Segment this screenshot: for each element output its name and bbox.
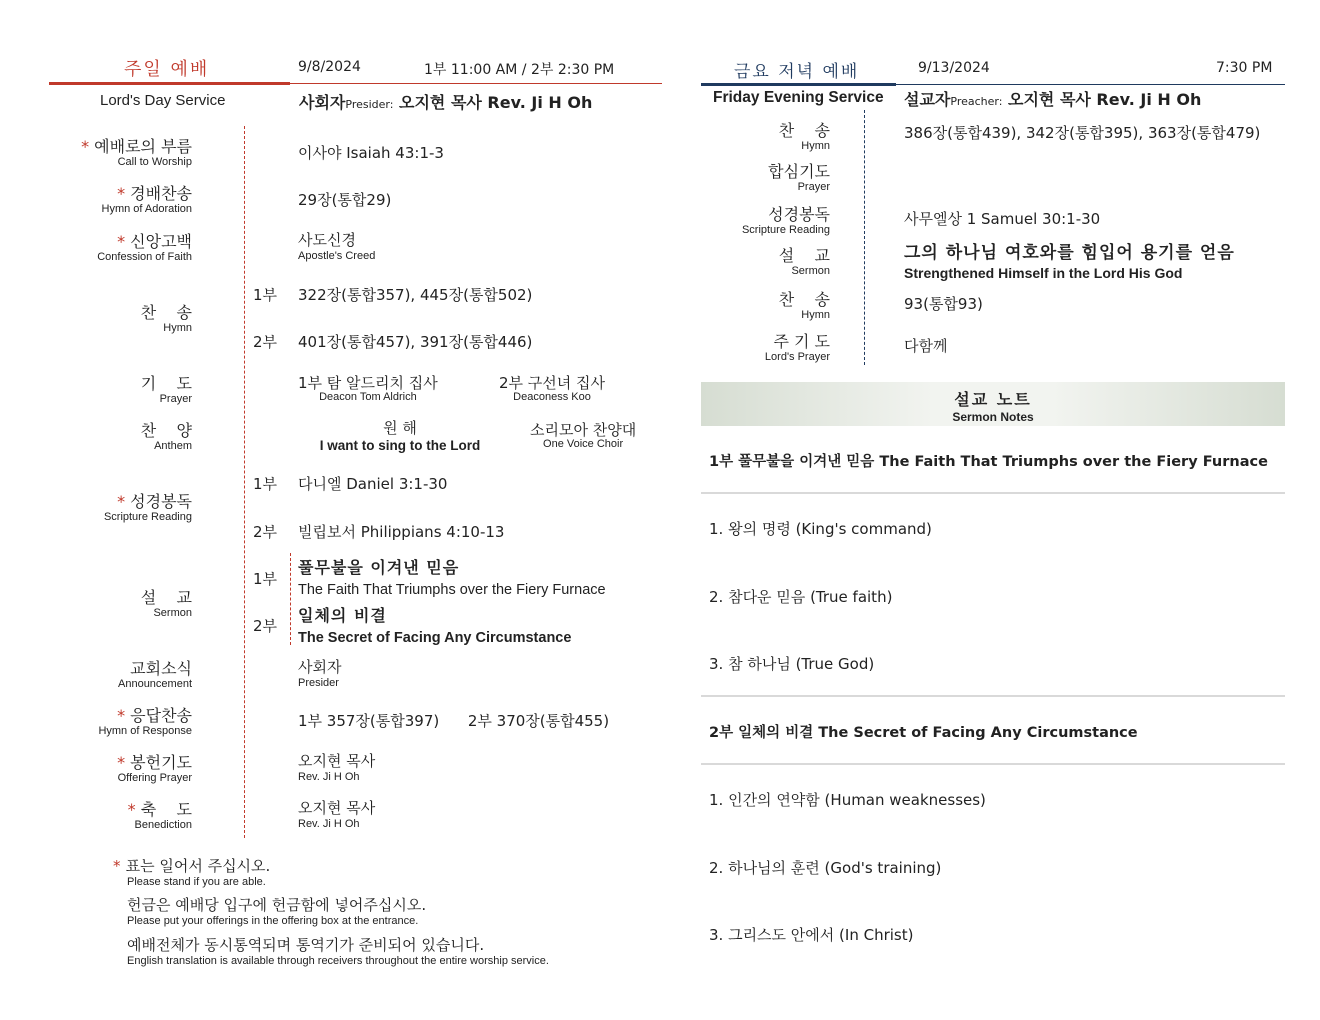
- label-confession-of-faith: [97, 229, 192, 263]
- note-en: Please put your offerings in the offering box at the entrance.: [127, 915, 419, 927]
- label-en: Hymn: [163, 322, 192, 334]
- prayer-1-en: Deacon Tom Aldrich: [319, 391, 417, 403]
- sermon-2-en: The Secret of Facing Any Circumstance: [298, 630, 572, 646]
- label-en: Offering Prayer: [117, 772, 192, 784]
- left-divider: [244, 126, 245, 838]
- label-en: Sermon: [791, 265, 830, 277]
- label-ko: 설 교: [140, 588, 192, 607]
- presider-line: [299, 90, 592, 113]
- note-en: English translation is available through receivers throughout the entire worship service.: [127, 955, 549, 967]
- stand-star: *: [117, 753, 126, 772]
- label-en: Hymn: [801, 140, 830, 152]
- anthem-title-en: I want to sing to the Lord: [319, 438, 481, 453]
- sermon1-point-1: 1. 왕의 명령 (King's command): [709, 520, 932, 538]
- value-ko: 사도신경: [298, 231, 356, 249]
- value-hymn-of-adoration: 29장(통합29): [298, 191, 392, 209]
- divider: [701, 763, 1285, 765]
- sermon-notes-title-ko: 설교 노트: [954, 390, 1032, 409]
- value-en: Presider: [298, 677, 339, 689]
- sermon-1: [298, 555, 606, 598]
- left-title-en: Lord's Day Service: [100, 92, 226, 109]
- value-en: Rev. Ji H Oh: [298, 818, 360, 830]
- friday-label-prayer: [768, 159, 830, 193]
- label-hymn-of-adoration: [102, 181, 193, 215]
- friday-label-sermon: [779, 243, 830, 277]
- prayer-2-en: Deaconess Koo: [513, 391, 591, 403]
- value-ko: 사회자: [298, 658, 342, 676]
- scripture-tag-2: 2부: [253, 523, 278, 541]
- right-title: 금요 저녁 예배: [734, 62, 860, 82]
- friday-label-hymn-2: [779, 287, 830, 321]
- label-ko: 축 도: [140, 800, 192, 819]
- preacher-label: 설교자: [904, 90, 951, 109]
- label-en: Prayer: [159, 393, 192, 405]
- label-ko: 설 교: [778, 246, 830, 265]
- label-ko: 찬 송: [778, 121, 830, 140]
- sermon1-point-3: 3. 참 하나님 (True God): [709, 655, 875, 673]
- divider: [701, 695, 1285, 697]
- hymn-tag-2: 2부: [253, 333, 278, 351]
- value-en: Apostle's Creed: [298, 250, 376, 262]
- value-offering-prayer: [298, 750, 375, 783]
- sermon2-point-3: 3. 그리스도 안에서 (In Christ): [709, 926, 914, 944]
- label-en: Lord's Prayer: [764, 351, 830, 363]
- value-ko: 오지현 목사: [298, 752, 376, 770]
- right-title-en: Friday Evening Service: [713, 89, 884, 106]
- sermon-tag-2: 2부: [253, 617, 278, 635]
- stand-star: *: [117, 232, 126, 251]
- note-offering: [127, 894, 426, 927]
- label-ko: 주 기 도: [773, 332, 830, 351]
- sermon-1-ko: 풀무불을 이겨낸 믿음: [298, 558, 460, 577]
- label-call-to-worship: [81, 134, 192, 168]
- label-ko: 성경봉독: [130, 492, 192, 511]
- note-stand: [113, 855, 270, 888]
- label-en: Hymn of Response: [98, 725, 192, 737]
- prayer-1-ko: 1부 탐 알드리치 집사: [298, 374, 438, 392]
- friday-label-lords-prayer: [765, 329, 830, 363]
- label-ko: 찬 양: [140, 421, 192, 440]
- presider-name: 오지현 목사 Rev. Ji H Oh: [399, 93, 593, 112]
- anthem-choir-en: One Voice Choir: [543, 438, 624, 450]
- prayer-2: [499, 372, 605, 403]
- friday-value-hymn-1: 386장(통합439), 342장(통합395), 363장(통합479): [904, 124, 1261, 142]
- sermon2-point-2: 2. 하나님의 훈련 (God's training): [709, 859, 942, 877]
- friday-label-hymn-1: [779, 118, 830, 152]
- anthem-choir: [530, 419, 636, 450]
- label-en: Hymn of Adoration: [101, 203, 192, 215]
- stand-star: *: [127, 800, 136, 819]
- stand-star: *: [117, 492, 126, 511]
- label-en: Sermon: [153, 607, 192, 619]
- sermon-tag-1: 1부: [253, 570, 278, 588]
- label-ko: 예배로의 부름: [94, 137, 192, 156]
- label-benediction: [128, 797, 192, 831]
- right-header-navy-bar: [701, 83, 896, 86]
- friday-value-hymn-2: 93(통합93): [904, 295, 983, 313]
- label-en: Hymn: [801, 309, 830, 321]
- stand-star: *: [117, 706, 126, 725]
- label-en: Prayer: [797, 181, 830, 193]
- friday-value-sermon: [904, 238, 1235, 281]
- left-times: 1부 11:00 AM / 2부 2:30 PM: [424, 62, 615, 78]
- label-hymn: [141, 300, 192, 334]
- value-confession-of-faith: [298, 229, 375, 262]
- friday-value-scripture: 사무엘상 1 Samuel 30:1-30: [904, 210, 1101, 228]
- label-ko: 성경봉독: [768, 205, 830, 224]
- left-header-rule: [290, 83, 662, 84]
- value-ko: 오지현 목사: [298, 799, 376, 817]
- note-ko: 표는 일어서 주십시오.: [125, 857, 271, 875]
- label-en: Scripture Reading: [103, 511, 192, 523]
- sermon1-title: 1부 풀무불을 이겨낸 믿음 The Faith That Triumphs over the Fiery Furnace: [709, 454, 1268, 470]
- preacher-name: 오지현 목사 Rev. Ji H Oh: [1008, 90, 1202, 109]
- label-en: Confession of Faith: [97, 251, 192, 263]
- label-en: Scripture Reading: [741, 224, 830, 236]
- sermon1-point-2: 2. 참다운 믿음 (True faith): [709, 588, 893, 606]
- sermon2-point-1: 1. 인간의 연약함 (Human weaknesses): [709, 791, 986, 809]
- anthem-title-ko: 원 해: [383, 419, 417, 437]
- value-hymn-of-response: 1부 357장(통합397) 2부 370장(통합455): [298, 712, 610, 730]
- label-en: Announcement: [118, 678, 192, 690]
- sermon-notes-title-en: Sermon Notes: [952, 410, 1034, 424]
- label-en: Call to Worship: [117, 156, 192, 168]
- label-ko: 찬 송: [778, 290, 830, 309]
- anthem-title: [304, 417, 496, 453]
- value-call-to-worship: 이사야 Isaiah 43:1-3: [298, 144, 444, 162]
- sermon-en: Strengthened Himself in the Lord His God: [904, 265, 1183, 281]
- note-ko: 헌금은 예배당 입구에 헌금함에 넣어주십시오.: [127, 896, 427, 914]
- label-prayer: [141, 371, 192, 405]
- label-ko: 찬 송: [140, 303, 192, 322]
- right-time: 7:30 PM: [1216, 60, 1273, 76]
- stand-star: *: [113, 857, 121, 875]
- label-offering-prayer: [117, 750, 192, 784]
- stand-star: *: [81, 137, 90, 156]
- hymn-value-2: 401장(통합457), 391장(통합446): [298, 333, 533, 351]
- sermon-ko: 그의 하나님 여호와를 힘입어 용기를 얻음: [904, 243, 1235, 263]
- label-en: Anthem: [154, 440, 192, 452]
- label-ko: 경배찬송: [130, 184, 192, 203]
- label-ko: 기 도: [140, 374, 192, 393]
- value-announcement: [298, 656, 341, 689]
- left-date: 9/8/2024: [298, 59, 361, 75]
- presider-label-en: Presider:: [345, 98, 394, 111]
- anthem-choir-ko: 소리모아 찬양대: [530, 421, 637, 439]
- label-ko: 교회소식: [130, 659, 192, 678]
- scripture-value-1: 다니엘 Daniel 3:1-30: [298, 475, 448, 493]
- right-divider: [864, 110, 865, 365]
- label-ko: 응답찬송: [130, 706, 192, 725]
- note-en: Please stand if you are able.: [127, 876, 266, 888]
- right-date: 9/13/2024: [918, 60, 990, 76]
- scripture-tag-1: 1부: [253, 475, 278, 493]
- label-ko: 합심기도: [768, 162, 830, 181]
- sermon-2-ko: 일체의 비결: [298, 606, 387, 625]
- value-en: Rev. Ji H Oh: [298, 771, 360, 783]
- preacher-line: [904, 87, 1201, 110]
- stand-star: *: [117, 184, 126, 203]
- sermon-2: [298, 603, 571, 646]
- prayer-2-ko: 2부 구선녀 집사: [499, 374, 606, 392]
- hymn-value-1: 322장(통합357), 445장(통합502): [298, 286, 533, 304]
- label-en: Benediction: [134, 819, 192, 831]
- friday-value-lords-prayer: 다함께: [904, 337, 948, 355]
- prayer-1: [298, 372, 438, 403]
- label-ko: 봉헌기도: [130, 753, 192, 772]
- label-scripture-reading: [104, 489, 192, 523]
- label-ko: 신앙고백: [130, 232, 192, 251]
- value-benediction: [298, 797, 375, 830]
- presider-label: 사회자: [299, 93, 346, 112]
- sermon2-title: 2부 일체의 비결 The Secret of Facing Any Circumstance: [709, 725, 1138, 741]
- label-announcement: [118, 656, 192, 690]
- right-header-rule: [896, 84, 1285, 85]
- sermon-notes-header: [701, 382, 1285, 426]
- note-ko: 예배전체가 동시통역되며 통역기가 준비되어 있습니다.: [127, 936, 485, 954]
- left-header-red-bar: [49, 82, 290, 85]
- hymn-tag-1: 1부: [253, 286, 278, 304]
- divider: [701, 492, 1285, 494]
- note-translation: [127, 934, 549, 967]
- preacher-label-en: Preacher:: [950, 95, 1003, 108]
- label-sermon: [141, 585, 192, 619]
- sermon-divider: [290, 553, 291, 645]
- label-anthem: [141, 418, 192, 452]
- friday-label-scripture: [742, 202, 830, 236]
- label-hymn-of-response: [98, 703, 192, 737]
- left-title: 주일 예배: [124, 59, 210, 80]
- scripture-value-2: 빌립보서 Philippians 4:10-13: [298, 523, 505, 541]
- sermon-1-en: The Faith That Triumphs over the Fiery Furnace: [298, 582, 606, 598]
